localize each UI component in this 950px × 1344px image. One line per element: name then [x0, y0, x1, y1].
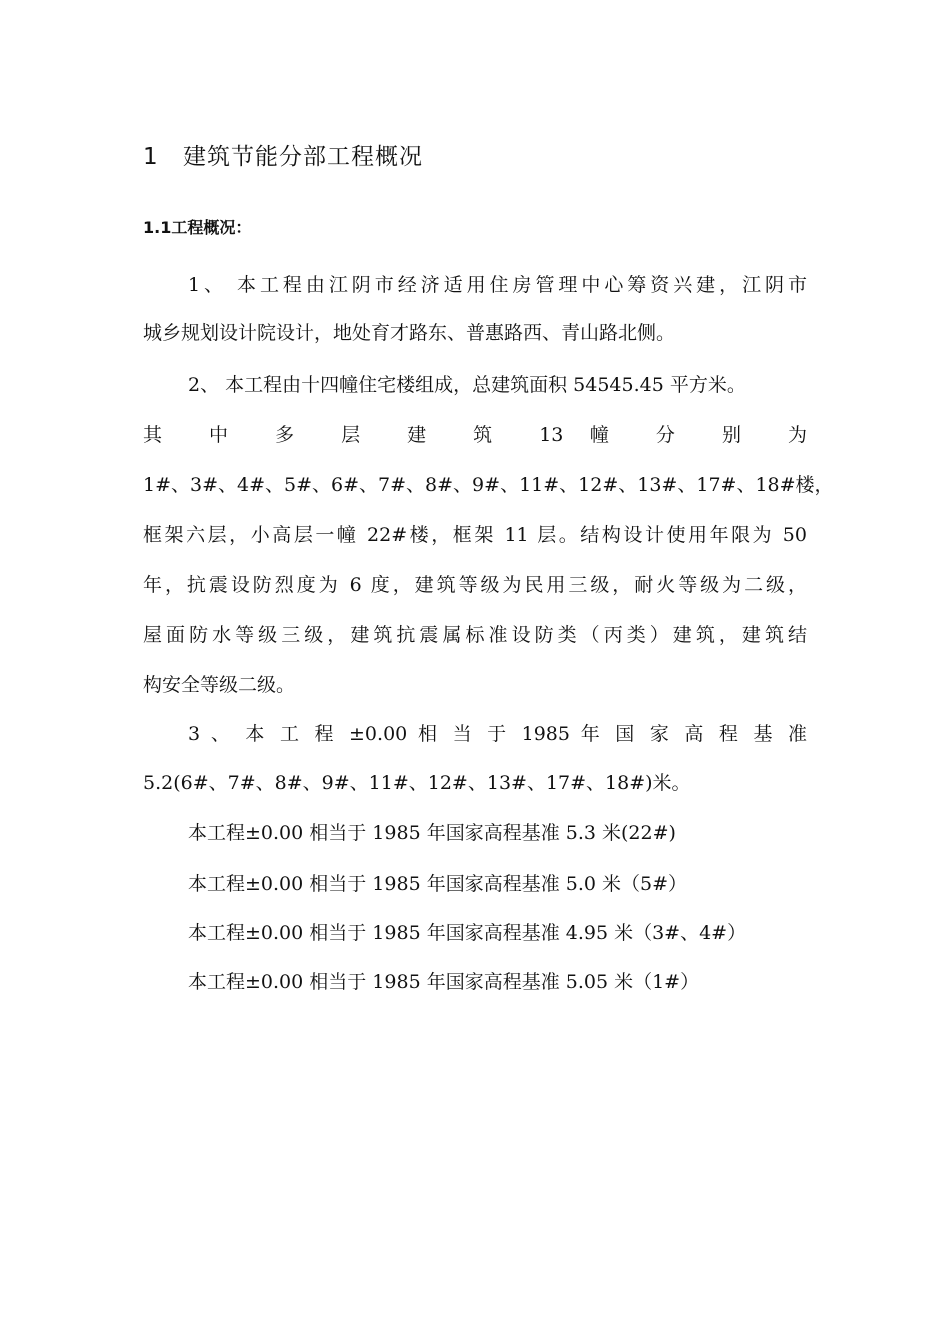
section-title: 建筑节能分部工程概况	[183, 144, 423, 170]
paragraph-2-line-2: 其 中 多 层 建 筑 13 幢 分 别 为	[143, 424, 807, 446]
section-heading	[143, 138, 423, 171]
paragraph-1-line-2: 城乡规划设计院设计，地处育才路东、普惠路西、青山路北侧。	[143, 322, 676, 344]
paragraph-2-line-4: 框架六层，小高层一幢 22#楼，框架 11 层。结构设计使用年限为 50	[143, 524, 807, 546]
elevation-line-1: 本工程±0.00 相当于 1985 年国家高程基准 5.05 米（1#）	[188, 971, 700, 993]
section-number: 1	[143, 144, 159, 170]
paragraph-3-line-2: 5.2(6#、7#、8#、9#、11#、12#、13#、17#、18#)米。	[143, 772, 691, 794]
elevation-line-3-4: 本工程±0.00 相当于 1985 年国家高程基准 4.95 米（3#、4#）	[188, 922, 747, 944]
elevation-line-22: 本工程±0.00 相当于 1985 年国家高程基准 5.3 米(22#)	[188, 822, 676, 844]
elevation-line-5: 本工程±0.00 相当于 1985 年国家高程基准 5.0 米（5#）	[188, 873, 688, 895]
paragraph-2-line-7: 构安全等级二级。	[143, 674, 296, 696]
paragraph-2-line-1: 2、 本工程由十四幢住宅楼组成，总建筑面积 54545.45 平方米。	[188, 374, 746, 396]
paragraph-3-line-1: 3 、 本 工 程 ±0.00 相 当 于 1985 年 国 家 高 程 基 准	[188, 723, 807, 745]
paragraph-2-line-6: 屋面防水等级三级，建筑抗震属标准设防类（丙类）建筑，建筑结	[143, 624, 807, 646]
paragraph-2-line-3: 1#、3#、4#、5#、6#、7#、8#、9#、11#、12#、13#、17#、18#楼，	[143, 474, 834, 496]
paragraph-1-line-1: 1、 本工程由江阴市经济适用住房管理中心筹资兴建，江阴市	[188, 274, 807, 296]
paragraph-2-line-5: 年，抗震设防烈度为 6 度，建筑等级为民用三级，耐火等级为二级，	[143, 574, 807, 596]
subsection-heading: 1.1工程概况：	[143, 218, 252, 237]
